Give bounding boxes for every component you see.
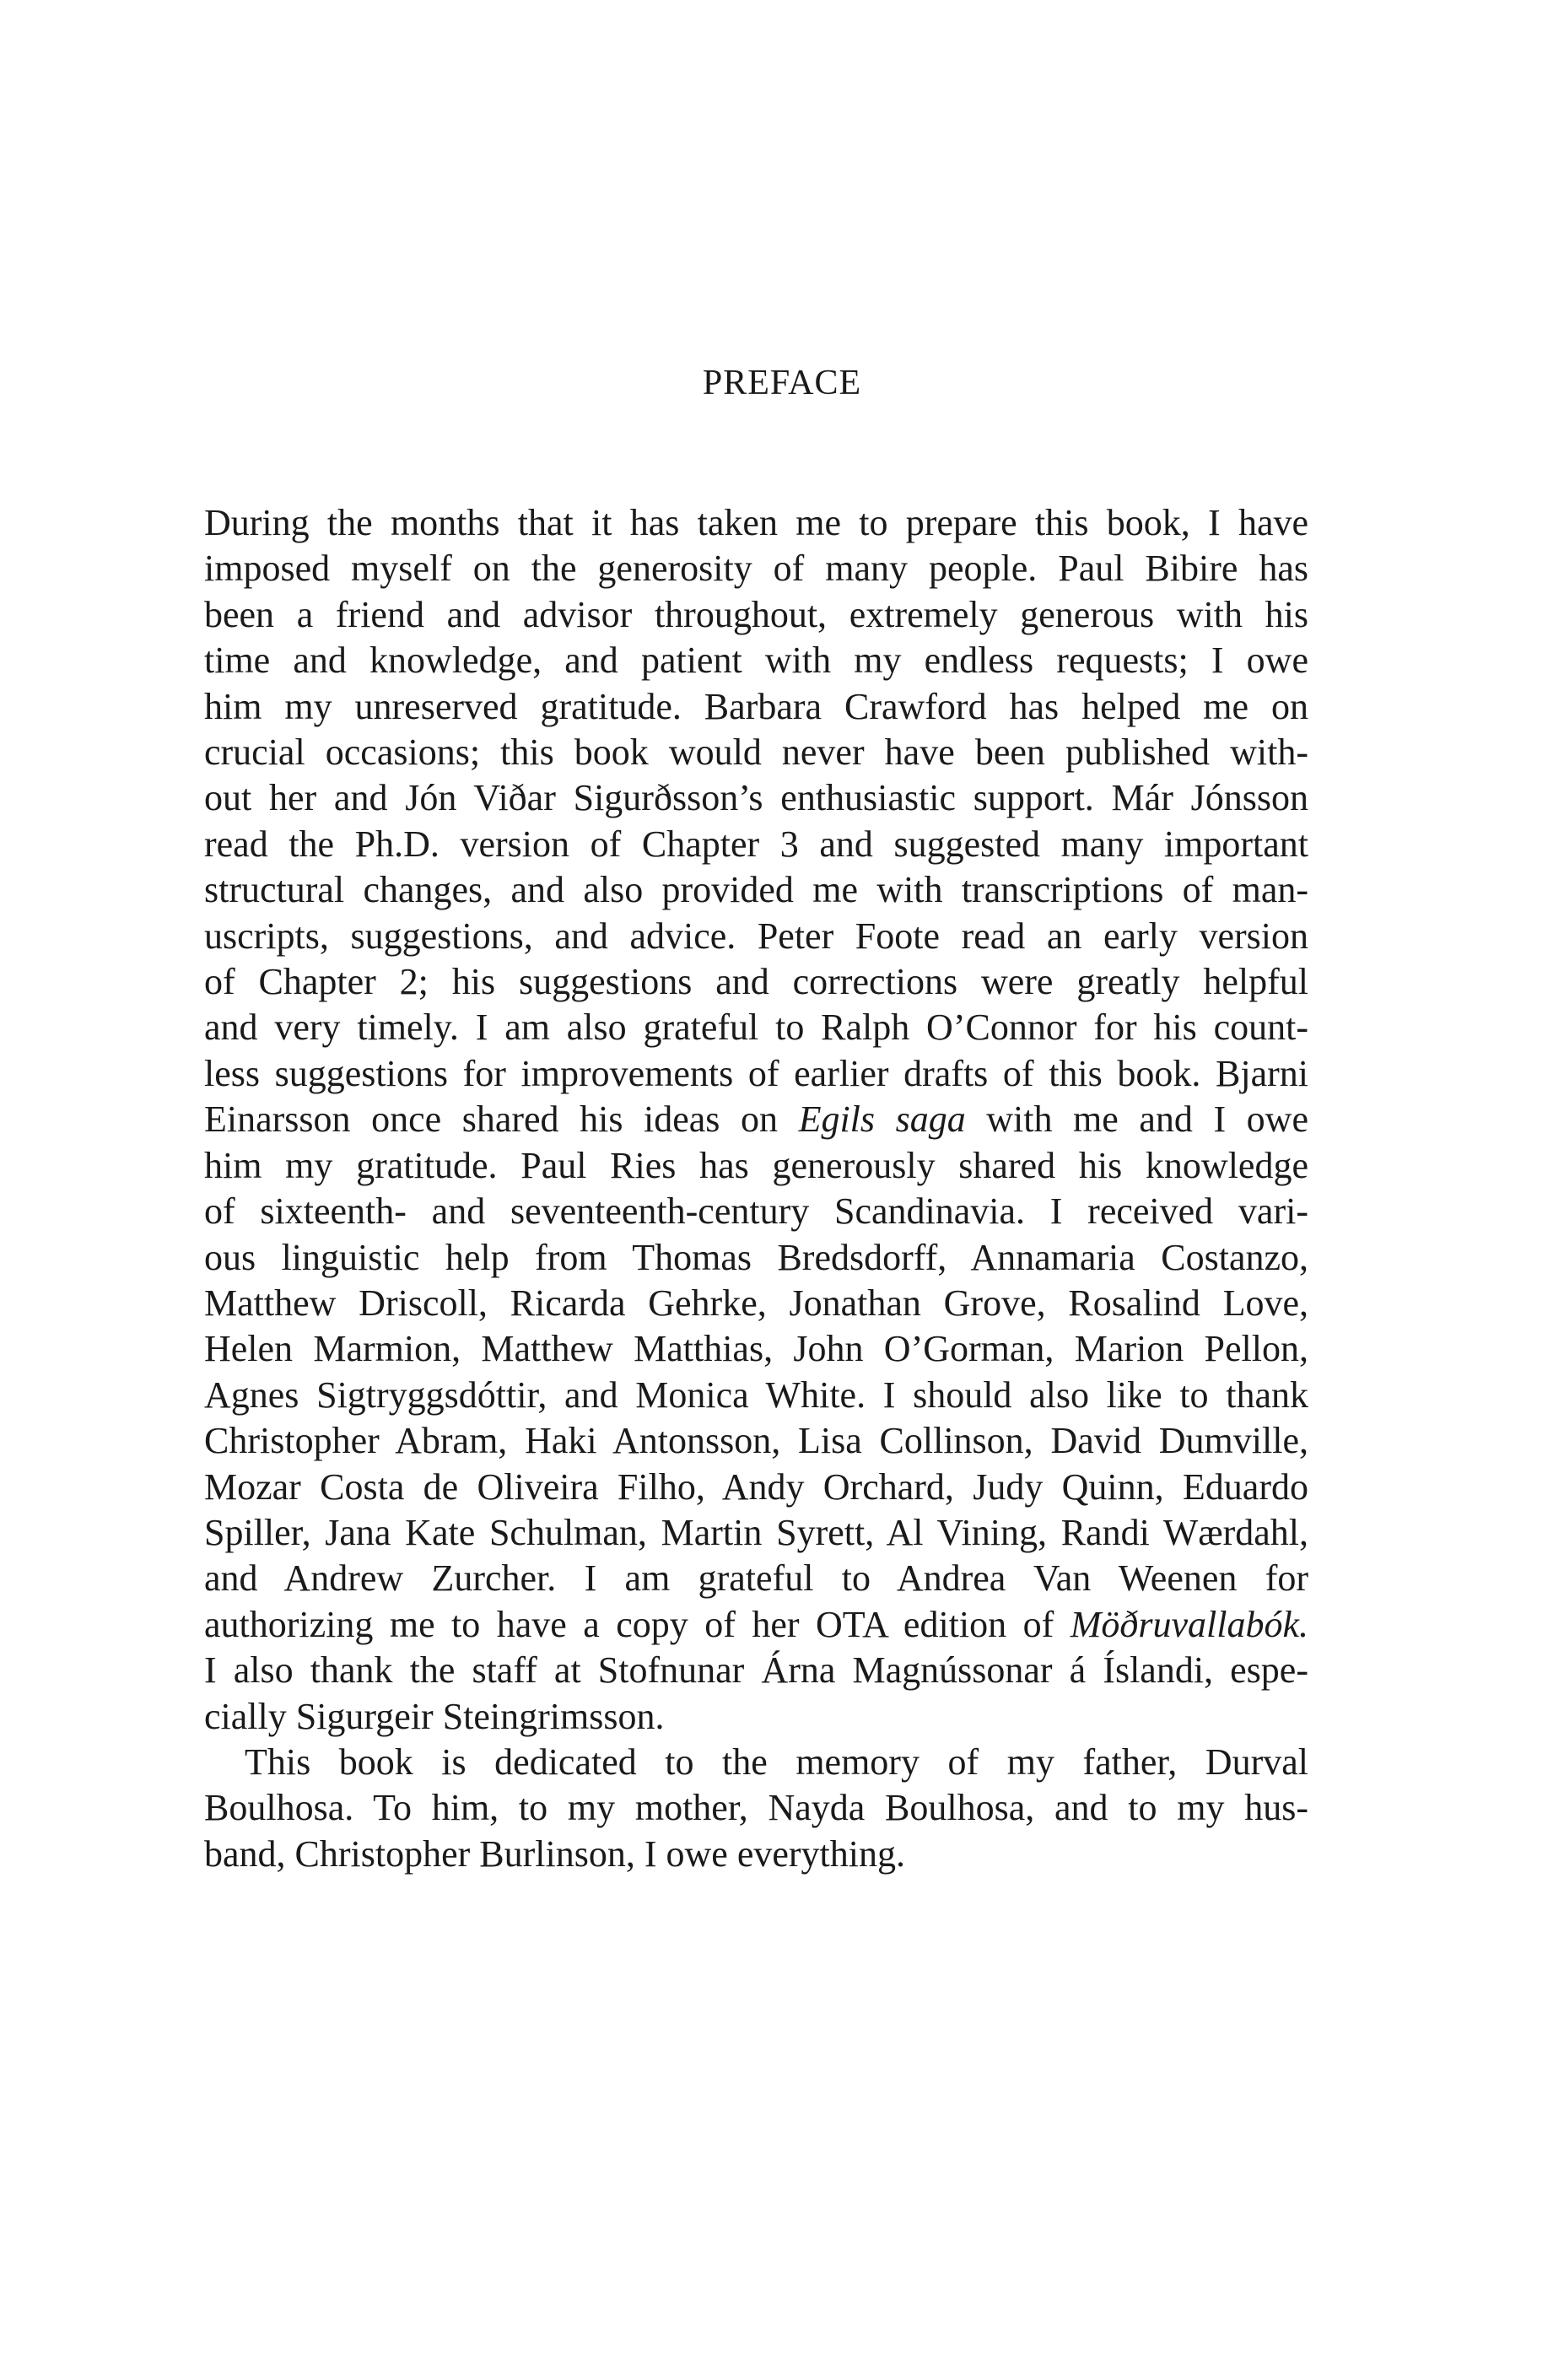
text-line: him my gratitude. Paul Ries has generously shared his knowledge [204, 1144, 1308, 1186]
italic-title: Egils saga [798, 1098, 966, 1141]
text-line-with-italic [204, 1097, 1308, 1142]
text-line: out her and Jón Viðar Sigurðsson’s enthusiastic support. Már Jónsson [204, 777, 1308, 819]
text-line: less suggestions for improvements of earlier drafts of this book. Bjarni [204, 1052, 1308, 1094]
text-line: of Chapter 2; his suggestions and corrections were greatly helpful [204, 961, 1308, 1003]
text-line: Helen Marmion, Matthew Matthias, John O’Gorman, Marion Pellon, [204, 1328, 1308, 1370]
text-line: I also thank the staff at Stofnunar Árna Magnússonar á Íslandi, espe- [204, 1649, 1308, 1692]
page-title: PREFACE [702, 364, 862, 402]
paragraph-dedication [204, 1740, 1308, 1877]
text-line: and very timely. I am also grateful to Ralph O’Connor for his count- [204, 1007, 1308, 1049]
text-line: time and knowledge, and patient with my endless requests; I owe [204, 640, 1308, 682]
text-line: of sixteenth- and seventeenth-century Scandinavia. I received vari- [204, 1190, 1308, 1233]
text-line: band, Christopher Burlinson, I owe everything. [204, 1832, 905, 1875]
text-line: This book is dedicated to the memory of my father, Durval [245, 1740, 1308, 1783]
preface-body [204, 500, 1308, 1877]
text-line: Spiller, Jana Kate Schulman, Martin Syrett, Al Vining, Randi Wærdahl, [204, 1511, 1308, 1553]
italic-title: Möðruvallabók. [1070, 1603, 1308, 1645]
text-line: ous linguistic help from Thomas Bredsdorff, Annamaria Costanzo, [204, 1236, 1308, 1278]
text-line: Mozar Costa de Oliveira Filho, Andy Orchard, Judy Quinn, Eduardo [204, 1465, 1308, 1508]
text-line: read the Ph.D. version of Chapter 3 and suggested many important [204, 823, 1308, 865]
text-segment: Einarsson once shared his ideas on [204, 1098, 799, 1141]
text-line: Matthew Driscoll, Ricarda Gehrke, Jonathan Grove, Rosalind Love, [204, 1282, 1308, 1324]
text-line: imposed myself on the generosity of many people. Paul Bibire has [204, 548, 1308, 590]
text-line: Agnes Sigtryggsdóttir, and Monica White. I should also like to thank [204, 1373, 1308, 1416]
text-line: him my unreserved gratitude. Barbara Crawford has helped me on [204, 685, 1308, 727]
text-line: Christopher Abram, Haki Antonsson, Lisa Collinson, David Dumville, [204, 1420, 1308, 1462]
text-line: structural changes, and also provided me with transcriptions of man- [204, 869, 1308, 911]
text-segment: with me and I owe [965, 1098, 1308, 1141]
text-line: Boulhosa. To him, to my mother, Nayda Boulhosa, and to my hus- [204, 1787, 1308, 1829]
text-line: cially Sigurgeir Steingrimsson. [204, 1695, 665, 1737]
text-line: been a friend and advisor throughout, extremely generous with his [204, 593, 1308, 635]
text-line: and Andrew Zurcher. I am grateful to Andrea Van Weenen for [204, 1557, 1308, 1600]
text-line: crucial occasions; this book would never have been published with- [204, 731, 1308, 774]
text-line: During the months that it has taken me to prepare this book, I have [204, 502, 1308, 543]
paragraph-acknowledgements [204, 500, 1308, 1740]
text-line-with-italic [204, 1602, 1308, 1648]
text-segment: authorizing me to have a copy of her OTA edition of [204, 1603, 1071, 1645]
text-line: uscripts, suggestions, and advice. Peter Foote read an early version [204, 915, 1308, 957]
